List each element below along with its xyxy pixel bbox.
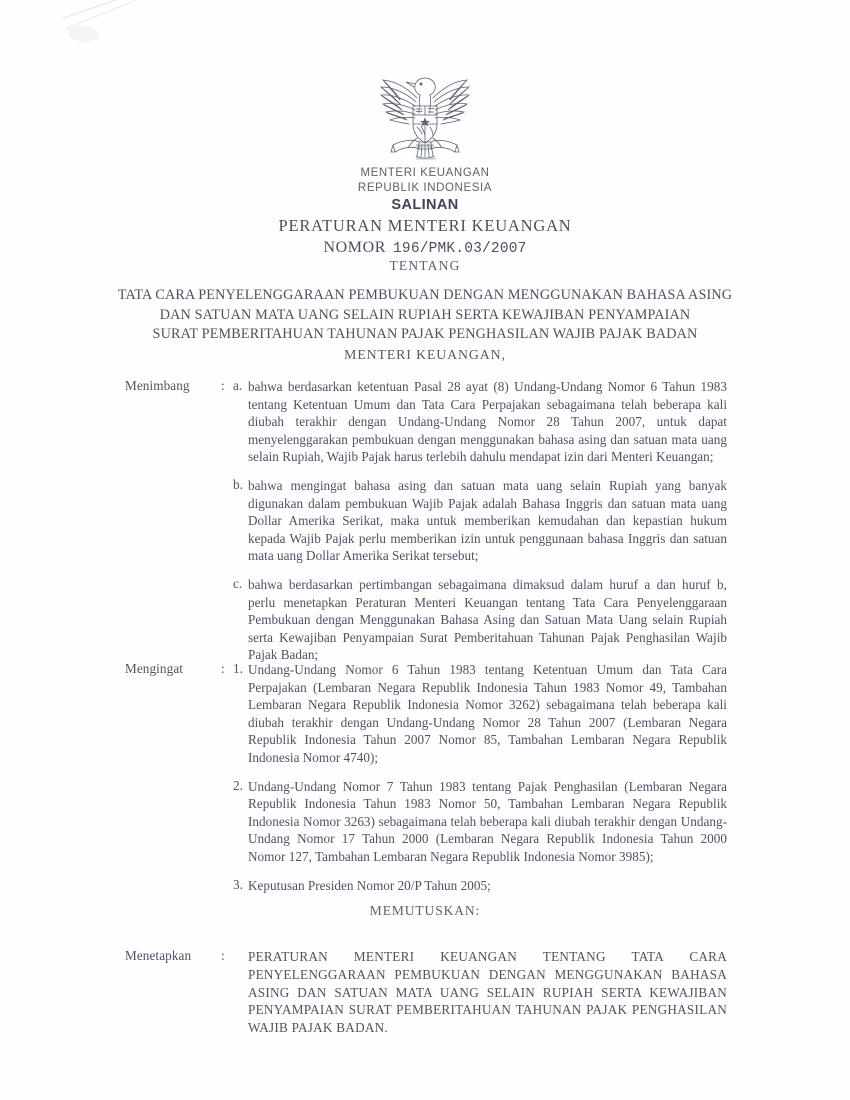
stipulating-colon: : <box>221 948 225 963</box>
item-marker: 3. <box>233 876 243 892</box>
number-value: 196/PMK.03/2007 <box>393 241 527 257</box>
item-marker: a. <box>233 378 243 393</box>
recalling-colon: : <box>221 661 225 676</box>
item-marker: b. <box>233 476 243 492</box>
title-line-3: SURAT PEMBERITAHUAN TAHUNAN PAJAK PENGHASILAN WAJIB PAJAK BADAN <box>152 326 698 342</box>
item-marker: 1. <box>233 661 243 676</box>
item-marker: 2. <box>233 777 243 793</box>
considering-label: Menimbang <box>125 378 190 393</box>
ministry-line-2: REPUBLIK INDONESIA <box>357 181 493 194</box>
stipulating-block <box>125 948 727 1037</box>
stipulating-items <box>125 948 727 1037</box>
recalling-item <box>125 778 727 866</box>
stipulating-label: Menetapkan <box>125 948 192 963</box>
considering-items <box>125 378 727 664</box>
item-text: Keputusan Presiden Nomor 20/P Tahun 2005; <box>248 877 491 893</box>
item-text: bahwa berdasarkan ketentuan Pasal 28 ayat (8) Undang-Undang Nomor 6 Tahun 1983 tentang Ketentuan Umum dan Tata Cara Perpajakan sebagaimana telah beberapa kali diubah terakhir dengan Undang-Undang Nomor 28 Tahun 2007, untuk dapat menyelenggarakan pembukuan dengan menggunakan bahasa asing dan satuan mata uang selain Rupiah, Wajib Pajak harus terlebih dahulu mendapat izin dari Menteri Keuangan; <box>248 379 727 465</box>
recalling-items <box>125 661 727 894</box>
item-text: Undang-Undang Nomor 6 Tahun 1983 tentang Ketentuan Umum dan Tata Cara Perpajakan (Lembaran Negara Republik Indonesia Tahun 1983 Nomor 49, Tambahan Lembaran Negara Republik Indonesia Nomor 3262) sebagaimana telah beberapa kali diubah terakhir dengan Undang-Undang Nomor 28 Tahun 2007 (Lembaran Negara Republik Indonesia Tahun 2007 Nomor 85, Tambahan Lembaran Negara Republik Indonesia Nomor 4740); <box>248 662 727 765</box>
regulation-type: PERATURAN MENTERI KEUANGAN <box>278 216 572 235</box>
number-label: NOMOR <box>323 239 387 256</box>
decides-heading: MEMUTUSKAN: <box>369 903 481 918</box>
recalling-block <box>125 661 727 894</box>
considering-block <box>125 378 727 664</box>
considering-item <box>125 576 727 664</box>
title-line-1: TATA CARA PENYELENGGARAAN PEMBUKUAN DENGAN MENGGUNAKAN BAHASA ASING <box>117 287 733 303</box>
regulation-number-line <box>0 237 850 260</box>
ministry-line-1: MENTERI KEUANGAN <box>360 167 490 179</box>
document-title <box>0 286 850 345</box>
recalling-item <box>125 661 727 767</box>
item-text: PERATURAN MENTERI KEUANGAN TENTANG TATA CARA PENYELENGGARAAN PEMBUKUAN DENGAN MENGGUNAKAN BAHASA ASING DAN SATUAN MATA UANG SELAIN RUPIAH SERTA KEWAJIBAN PENYAMPAIAN SURAT PEMBERITAHUAN TAHUNAN PAJAK PENGHASILAN WAJIB PAJAK BADAN. <box>248 949 727 1036</box>
authority-line: MENTERI KEUANGAN, <box>344 347 506 362</box>
emblem-container <box>0 68 850 169</box>
recalling-item <box>125 877 727 895</box>
scan-artifact-smudge <box>62 4 172 46</box>
item-text: bahwa berdasarkan pertimbangan sebagaimana dimaksud dalam huruf a dan huruf b, perlu menetapkan Peraturan Menteri Keuangan tentang Tata Cara Penyelenggaraan Pembukuan dengan Menggunakan Bahasa Asing dan Satuan Mata Uang selain Rupiah serta Kewajiban Penyampaian Surat Pemberitahuan Tahunan Pajak Penghasilan Wajib Pajak Badan; <box>248 576 727 663</box>
garuda-pancasila-emblem <box>373 68 477 164</box>
stipulating-item <box>125 948 727 1037</box>
item-text: bahwa mengingat bahasa asing dan satuan mata uang selain Rupiah yang banyak digunakan dalam pembukuan Wajib Pajak adalah Bahasa Inggris dan satuan mata uang Dollar Amerika Serikat, maka untuk memberikan kemudahan dan kepastian hukum kepada Wajib Pajak perlu memberikan izin untuk penggunaan bahasa Inggris dan satuan mata uang Dollar Amerika Serikat tersebut; <box>248 477 727 564</box>
considering-item <box>125 378 727 466</box>
about-label: TENTANG <box>389 258 461 273</box>
recalling-label: Mengingat <box>125 661 184 676</box>
item-marker: c. <box>233 575 243 591</box>
title-line-2: DAN SATUAN MATA UANG SELAIN RUPIAH SERTA KEWAJIBAN PENYAMPAIAN <box>159 306 691 323</box>
copy-mark-salinan: SALINAN <box>391 197 459 213</box>
document-header <box>0 166 850 260</box>
considering-colon: : <box>221 378 225 393</box>
item-text: Undang-Undang Nomor 7 Tahun 1983 tentang Pajak Penghasilan (Lembaran Negara Republik Indonesia Tahun 1983 Nomor 50, Tambahan Lembaran Negara Republik Indonesia Nomor 3263) sebagaimana telah beberapa kali diubah terakhir dengan Undang-Undang Nomor 17 Tahun 2000 (Lembaran Negara Republik Indonesia Tahun 2000 Nomor 127, Tambahan Lembaran Negara Republik Indonesia Nomor 3985); <box>248 778 727 864</box>
considering-item <box>125 477 727 565</box>
